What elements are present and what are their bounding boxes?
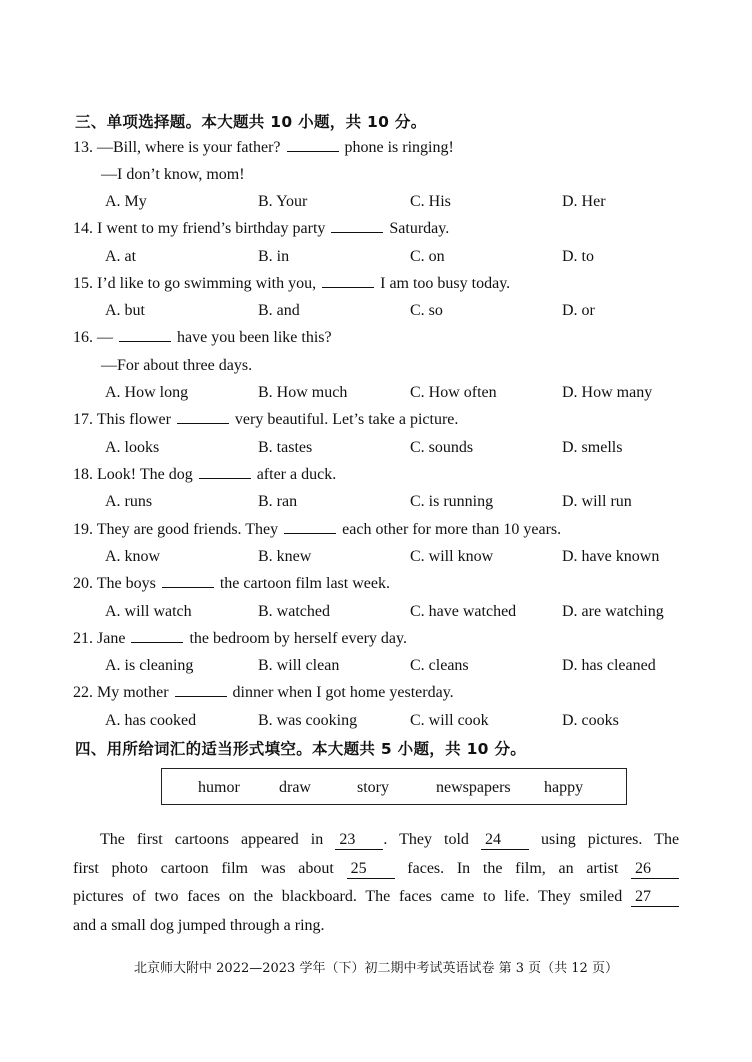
question-13-reply: —I don’t know, mom! — [101, 166, 245, 183]
question-stem: 20. The boys — [73, 575, 156, 592]
option-a: A. know — [105, 548, 161, 565]
question-13 — [73, 139, 454, 157]
option-d: D. has cleaned — [562, 657, 656, 674]
answer-blank — [287, 139, 339, 152]
question-stem: 18. Look! The dog — [73, 466, 193, 483]
question-stem-end: phone is ringing! — [344, 139, 454, 156]
option-b: B. How much — [258, 384, 348, 401]
option-c: C. on — [410, 248, 445, 265]
question-stem: 15. I’d like to go swimming with you, — [73, 275, 317, 292]
option-c: C. will cook — [410, 712, 489, 729]
option-b: B. tastes — [258, 439, 313, 456]
passage-text: faces. In the film, an artist — [407, 859, 619, 877]
option-c: C. is running — [410, 493, 494, 510]
passage-text: using pictures. The — [541, 831, 680, 848]
option-a: A. runs — [105, 493, 153, 510]
question-stem: 19. They are good friends. They — [73, 521, 279, 538]
option-b: B. knew — [258, 548, 312, 565]
option-c: C. His — [410, 193, 451, 210]
answer-blank — [119, 329, 171, 342]
option-c: C. so — [410, 302, 443, 319]
option-b: B. ran — [258, 493, 298, 510]
page-footer: 北京师大附中 2022—2023 学年（下）初二期中考试英语试卷 第 3 页（共 12 页） — [134, 961, 618, 976]
option-c: C. will know — [410, 548, 494, 565]
answer-blank — [322, 275, 374, 288]
option-d: D. cooks — [562, 712, 619, 729]
option-d: D. Her — [562, 193, 606, 210]
blank-number: 24 — [481, 831, 529, 850]
question-20 — [73, 575, 390, 593]
option-c: C. sounds — [410, 439, 474, 456]
question-17 — [73, 411, 458, 429]
option-b: B. was cooking — [258, 712, 358, 729]
word-bank-item: humor — [198, 779, 240, 796]
word-bank-box — [161, 768, 627, 805]
question-stem-end: each other for more than 10 years. — [342, 521, 562, 538]
option-d: D. to — [562, 248, 594, 265]
question-stem-end: have you been like this? — [177, 329, 332, 346]
word-bank-item: story — [357, 779, 389, 796]
question-stem: 21. Jane — [73, 630, 126, 647]
option-b: B. watched — [258, 603, 330, 620]
word-bank-item: draw — [279, 779, 311, 796]
blank-number: 27 — [631, 888, 679, 907]
question-stem-end: the cartoon film last week. — [219, 575, 390, 592]
option-b: B. in — [258, 248, 290, 265]
cloze-passage — [73, 826, 679, 940]
option-d: D. How many — [562, 384, 653, 401]
question-stem-end: Saturday. — [389, 220, 450, 237]
question-stem-end: I am too busy today. — [380, 275, 511, 292]
option-a: A. but — [105, 302, 145, 319]
answer-blank — [331, 220, 383, 233]
passage-text: The first cartoons appeared in — [100, 831, 324, 848]
question-stem: 17. This flower — [73, 411, 171, 428]
passage-line — [73, 826, 679, 855]
answer-blank — [284, 521, 336, 534]
question-18 — [73, 466, 336, 484]
question-21 — [73, 630, 407, 648]
question-22 — [73, 684, 454, 702]
option-b: B. will clean — [258, 657, 340, 674]
option-b: B. and — [258, 302, 300, 319]
option-a: A. has cooked — [105, 712, 197, 729]
section-3-title: 三、单项选择题。本大题共 10 小题，共 10 分。 — [75, 113, 427, 131]
section-4-title: 四、用所给词汇的适当形式填空。本大题共 5 小题，共 10 分。 — [75, 740, 527, 758]
question-stem-end: dinner when I got home yesterday. — [232, 684, 454, 701]
passage-line — [73, 855, 679, 884]
question-stem: 16. — — [73, 329, 113, 346]
blank-number: 23 — [335, 831, 383, 850]
option-d: D. smells — [562, 439, 623, 456]
question-15 — [73, 275, 510, 293]
answer-blank — [177, 411, 229, 424]
blank-number: 26 — [631, 860, 679, 879]
question-19 — [73, 521, 561, 539]
passage-line: and a small dog jumped through a ring. — [73, 916, 325, 934]
option-d: D. have known — [562, 548, 660, 565]
blank-number: 25 — [347, 860, 395, 879]
question-stem-end: after a duck. — [256, 466, 337, 483]
option-c: C. How often — [410, 384, 497, 401]
question-stem-end: very beautiful. Let’s take a picture. — [234, 411, 459, 428]
question-16-reply: —For about three days. — [101, 357, 253, 374]
passage-text: first photo cartoon film was about — [73, 859, 334, 877]
option-d: D. are watching — [562, 603, 664, 620]
question-stem-end: the bedroom by herself every day. — [189, 630, 407, 647]
answer-blank — [175, 684, 227, 697]
passage-line — [73, 883, 679, 912]
option-a: A. looks — [105, 439, 160, 456]
word-bank-item: newspapers — [436, 779, 511, 796]
option-a: A. My — [105, 193, 147, 210]
question-stem: 22. My mother — [73, 684, 169, 701]
question-16 — [73, 329, 332, 347]
option-a: A. at — [105, 248, 137, 265]
option-a: A. will watch — [105, 603, 192, 620]
answer-blank — [199, 466, 251, 479]
word-bank-item: happy — [544, 779, 584, 796]
question-stem: 14. I went to my friend’s birthday party — [73, 220, 326, 237]
option-c: C. have watched — [410, 603, 517, 620]
option-c: C. cleans — [410, 657, 469, 674]
question-14 — [73, 220, 449, 238]
option-d: D. will run — [562, 493, 632, 510]
option-a: A. is cleaning — [105, 657, 194, 674]
answer-blank — [131, 630, 183, 643]
passage-text: pictures of two faces on the blackboard. The faces came to life. They smiled — [73, 888, 623, 905]
option-d: D. or — [562, 302, 595, 319]
option-a: A. How long — [105, 384, 189, 401]
option-b: B. Your — [258, 193, 308, 210]
answer-blank — [162, 575, 214, 588]
passage-text: . They told — [383, 831, 469, 848]
question-stem: 13. —Bill, where is your father? — [73, 139, 281, 156]
